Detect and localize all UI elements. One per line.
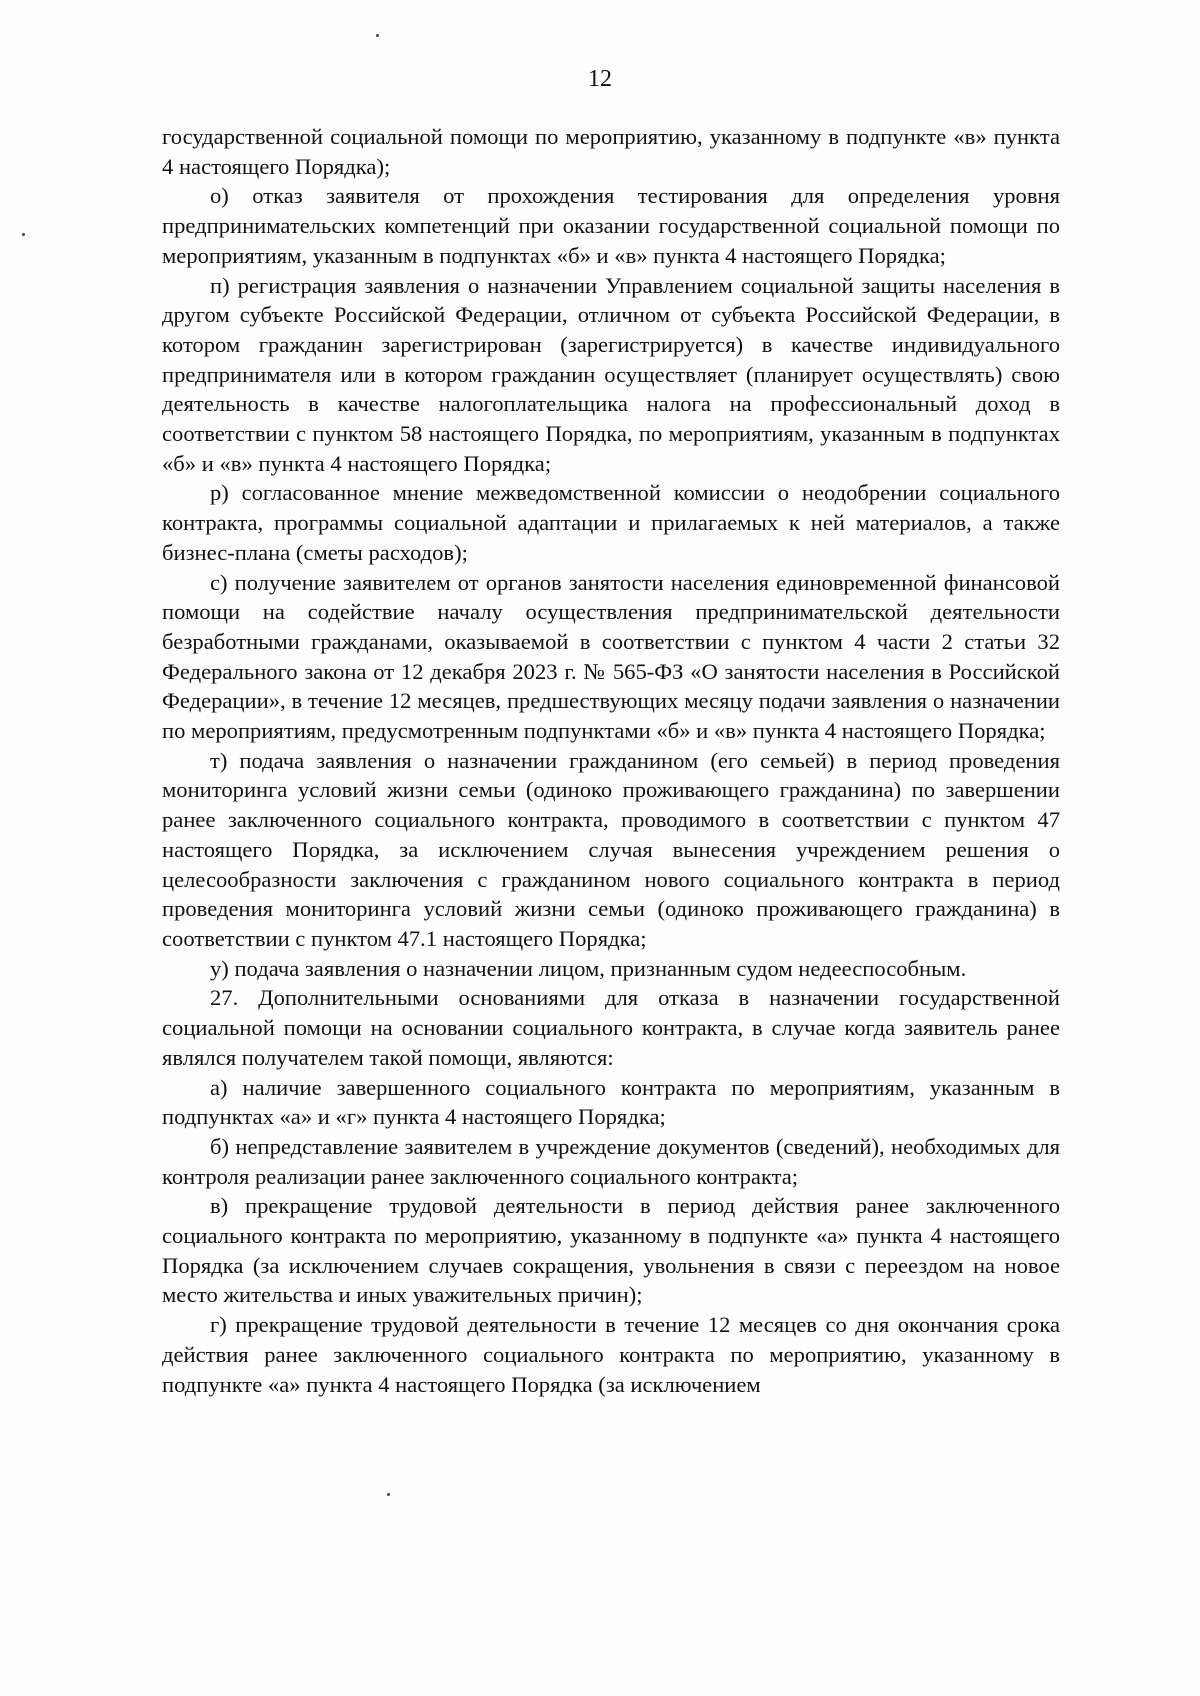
paragraph-t: т) подача заявления о назначении гражданином (его семьей) в период проведения мониторинга условий жизни семьи (одиноко проживающего гражданина) по завершении ранее заключенного социального контракта, проводимого в соответствии с пунктом 47 настоящего Порядка, за исключением случая вынесения учреждением решения о целесообразности заключения с гражданином нового социального контракта в период проведения мониторинга условий жизни семьи (одиноко проживающего гражданина) в соответствии с пунктом 47.1 настоящего Порядка; (162, 747, 1060, 951)
page-number: 12 (588, 66, 612, 92)
scan-speck (387, 1493, 390, 1496)
paragraph-u: у) подача заявления о назначении лицом, признанным судом недееспособным. (210, 955, 967, 981)
paragraph-b: б) непредставление заявителем в учреждение документов (сведений), необходимых для контроля реализации ранее заключенного социального контракта; (162, 1133, 1060, 1189)
paragraph-27: 27. Дополнительными основаниями для отказа в назначении государственной социальной помощи на основании социального контракта, в случае когда заявитель ранее являлся получателем такой помощи, являются: (162, 985, 1060, 1070)
paragraph-v: в) прекращение трудовой деятельности в период действия ранее заключенного социального контракта по мероприятию, указанному в подпункте «а» пункта 4 настоящего Порядка (за исключением случаев сокращения, увольнения в связи с переездом на новое место жительства и иных уважительных причин); (162, 1193, 1060, 1308)
scan-speck (376, 34, 379, 37)
paragraph-continuation: государственной социальной помощи по мероприятию, указанному в подпункте «в» пункта 4 настоящего Порядка); (162, 124, 1060, 179)
paragraph-g: г) прекращение трудовой деятельности в течение 12 месяцев со дня окончания срока действия ранее заключенного социального контракта по мероприятию, указанному в подпункте «а» пункта 4 настоящего Порядка (за исключением (162, 1312, 1060, 1397)
paragraph-o: о) отказ заявителя от прохождения тестирования для определения уровня предпринимательских компетенций при оказании государственной социальной помощи по мероприятиям, указанным в подпунктах «б» и «в» пункта 4 настоящего Порядка; (162, 183, 1060, 268)
paragraph-r: р) согласованное мнение межведомственной комиссии о неодобрении социального контракта, программы социальной адаптации и прилагаемых к ней материалов, а также бизнес-плана (сметы расходов); (162, 480, 1060, 565)
scan-speck (22, 233, 25, 236)
paragraph-p: п) регистрация заявления о назначении Управлением социальной защиты населения в другом субъекте Российской Федерации, отличном от субъекта Российской Федерации, в котором гражданин зарегистрирован (зарегистрируется) в качестве индивидуального предпринимателя или в котором гражданин осуществляет (планирует осуществлять) свою деятельность в качестве налогоплательщика налога на профессиональный доход в соответствии с пунктом 58 настоящего Порядка, по мероприятиям, указанным в подпунктах «б» и «в» пункта 4 настоящего Порядка; (162, 272, 1060, 476)
document-body (162, 122, 1060, 1399)
paragraph-s: с) получение заявителем от органов занятости населения единовременной финансовой помощи на содействие началу осуществления предпринимательской деятельности безработными гражданами, оказываемой в соответствии с пунктом 4 части 2 статьи 32 Федерального закона от 12 декабря 2023 г. № 565-ФЗ «О занятости населения в Российской Федерации», в течение 12 месяцев, предшествующих месяцу подачи заявления о назначении по мероприятиям, предусмотренным подпунктами «б» и «в» пункта 4 настоящего Порядка; (162, 569, 1060, 744)
paragraph-a: а) наличие завершенного социального контракта по мероприятиям, указанным в подпунктах «а» и «г» пункта 4 настоящего Порядка; (162, 1074, 1060, 1130)
